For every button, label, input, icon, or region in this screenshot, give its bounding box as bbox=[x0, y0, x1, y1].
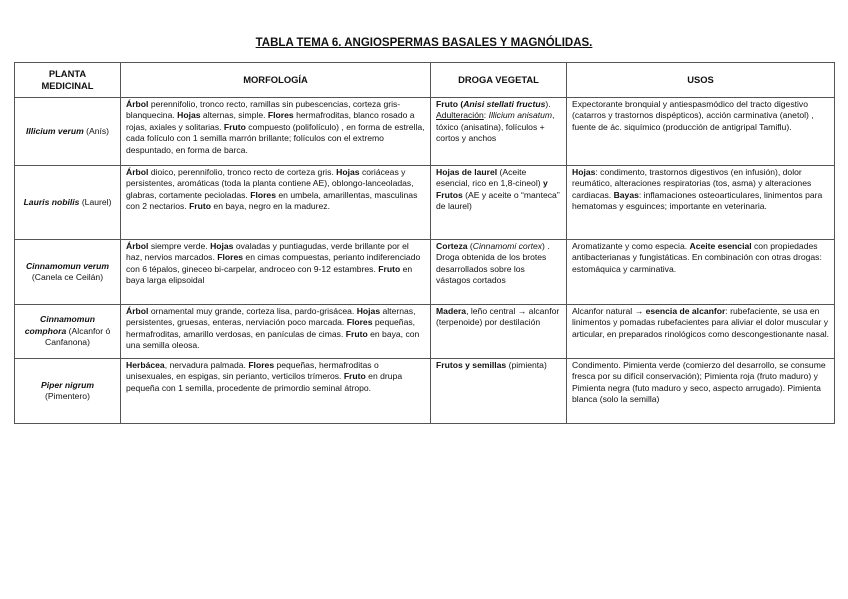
text-segment: ornamental muy grande, corteza lisa, pardo-grisácea. bbox=[148, 306, 357, 316]
text-segment: , nervadura palmada. bbox=[164, 360, 249, 370]
table-row bbox=[15, 305, 835, 359]
usos-cell bbox=[567, 305, 835, 359]
text-segment: en baya larga elipsoidal bbox=[126, 263, 413, 286]
angiosperm-table bbox=[14, 62, 835, 424]
text-segment: compuesto (polifolículo) , en forma de estrella, cada folículo con 1 semilla marrón brillante; folículos con el extremo despuntado, en forma de barca. bbox=[126, 121, 425, 155]
text-segment: Hojas de laurel bbox=[436, 167, 498, 177]
text-segment: hermafroditas, blanco rosado a rojas, axiales y solitarias. bbox=[126, 110, 415, 132]
plant-cell bbox=[15, 305, 121, 359]
header-usos: USOS bbox=[567, 63, 835, 98]
morfologia-cell bbox=[121, 359, 431, 424]
text-segment: Fruto bbox=[378, 263, 401, 274]
text-segment: (Anís) bbox=[83, 125, 110, 136]
text-segment: Flores bbox=[346, 317, 373, 328]
morfologia-cell bbox=[121, 166, 431, 240]
text-segment: Piper nigrum bbox=[40, 379, 94, 390]
text-segment: alternas, persistentes, gruesas, enteras, nerviación poco marcada. bbox=[126, 306, 416, 328]
text-segment: Fruto bbox=[189, 201, 212, 212]
droga-cell bbox=[431, 359, 567, 424]
text-segment: Flores bbox=[267, 110, 294, 121]
text-segment: perennifolio, tronco recto, ramillas sin pubescencias, corteza gris-blanquecina. bbox=[126, 99, 401, 121]
text-segment: (Laurel) bbox=[79, 196, 112, 207]
droga-cell bbox=[431, 305, 567, 359]
text-segment: en baya, con una semilla oleosa. bbox=[126, 328, 420, 351]
text-segment: : inflamaciones osteoarticulares, linimentos para hematomas y esguinces; importante en veterinaria. bbox=[572, 189, 823, 212]
text-segment: pequeñas, hermafroditas o unisexuales, en espigas, sin perianto, verticilos trímeros. bbox=[126, 360, 379, 382]
text-segment: Illicium anisatum bbox=[488, 110, 553, 121]
text-segment: Adulteración bbox=[436, 110, 484, 121]
plant-cell bbox=[15, 98, 121, 166]
page-title: TABLA TEMA 6. ANGIOSPERMAS BASALES Y MAGNÓLIDAS. bbox=[255, 37, 593, 49]
plant-cell bbox=[15, 240, 121, 305]
text-segment: Cinnamomun comphora bbox=[24, 314, 95, 336]
table-header-row bbox=[15, 63, 835, 98]
text-segment: Illicium verum bbox=[25, 125, 84, 136]
text-segment: en cimas compuestas, perianto indiferenciado con 6 tépalos, gineceo bi-carpelar, androceo con 9-12 estambres. bbox=[126, 252, 421, 274]
text-segment: (Canela ce Ceilán) bbox=[31, 272, 104, 282]
text-segment: Frutos y semillas bbox=[436, 360, 507, 370]
text-segment: Anisi stellati fructus bbox=[463, 99, 546, 109]
text-segment: Hojas bbox=[356, 306, 381, 316]
text-segment: Fruto bbox=[223, 121, 246, 132]
usos-cell bbox=[567, 359, 835, 424]
text-segment: Fruto bbox=[345, 328, 368, 339]
text-segment: Bayas bbox=[613, 189, 639, 200]
text-segment: Flores bbox=[250, 189, 276, 200]
text-segment: Aceite esencial bbox=[689, 241, 752, 251]
text-segment: en drupa pequeña con 1 semilla, procedente de primordio seminal átropo. bbox=[126, 371, 403, 393]
text-segment: Fruto bbox=[436, 99, 458, 109]
text-segment: Flores bbox=[248, 360, 275, 370]
text-segment: : rubefaciente, se usa en linimentos y pomadas rubefacientes para aliviar el dolor muscular y articular, en preparados rinológicos como descongestionante nasal. bbox=[572, 306, 830, 339]
text-segment: (pimienta) bbox=[506, 360, 547, 370]
text-segment: dioico, perennifolio, tronco recto de corteza gris. bbox=[148, 167, 337, 177]
text-segment: esencia de alcanfor bbox=[645, 306, 726, 316]
text-segment: Árbol bbox=[126, 241, 149, 251]
text-segment: (Alcanfor ó Canfanona) bbox=[45, 325, 111, 348]
text-segment: alternas, simple. bbox=[200, 110, 268, 121]
text-segment: (Aceite esencial, rico en 1,8-cineol) bbox=[436, 167, 543, 189]
usos-cell bbox=[567, 240, 835, 305]
text-segment: Aromatizante y como especia. bbox=[572, 241, 690, 251]
table-row bbox=[15, 166, 835, 240]
droga-cell bbox=[431, 240, 567, 305]
text-segment: Árbol bbox=[126, 167, 149, 177]
text-segment: Hojas bbox=[177, 110, 201, 121]
text-segment: coriáceas y persistentes, aromáticas (toda la planta contiene AE), oblongo-lanceoladas, glabras, cortamente pecioladas. bbox=[126, 167, 414, 200]
text-segment: (Pimentero) bbox=[45, 391, 90, 401]
text-segment: Cinnamomi cortex bbox=[472, 241, 543, 251]
text-segment: , leño central → alcanfor (terpenoide) por destilación bbox=[436, 306, 560, 328]
text-segment: Cinnamomun verum bbox=[25, 260, 110, 271]
text-segment: Fruto bbox=[343, 371, 366, 382]
table-row bbox=[15, 98, 835, 166]
text-segment: y Frutos bbox=[436, 178, 548, 200]
text-segment: Hojas bbox=[210, 241, 234, 251]
usos-cell bbox=[567, 166, 835, 240]
header-planta: PLANTA MEDICINAL bbox=[15, 63, 121, 98]
text-segment: Herbácea bbox=[126, 360, 165, 370]
morfologia-cell bbox=[121, 98, 431, 166]
text-segment: con propiedades antibacterianas y fungistáticas. En combinación con otras drogas: estomáquica y carminativa. bbox=[572, 241, 822, 274]
text-segment: Alcanfor natural → bbox=[572, 306, 646, 316]
morfologia-cell bbox=[121, 305, 431, 359]
text-segment: ovaladas y puntiagudas, verde brillante por el haz, nervios marcados. bbox=[126, 241, 409, 263]
text-segment: Expectorante bronquial y antiespasmódico del tracto digestivo (catarros y trastornos dispépticos), acción carminativa (anetol) , fuente de ác. siquímico (producción de antigripal Tamiflu). bbox=[572, 99, 814, 132]
text-segment: siempre verde. bbox=[148, 241, 211, 251]
text-segment: ). bbox=[545, 99, 551, 109]
text-segment: Madera bbox=[436, 306, 467, 316]
droga-cell bbox=[431, 98, 567, 166]
text-segment: Corteza bbox=[436, 241, 468, 251]
text-segment: , tóxico (anisatina), folículos + cortos y anchos bbox=[436, 110, 555, 144]
morfologia-cell bbox=[121, 240, 431, 305]
text-segment: (AE y aceite o “manteca” de laurel) bbox=[436, 189, 560, 212]
text-segment: : condimento, trastornos digestivos (en infusión), dolor reumático, alteraciones respiratorias (tos, asma) y alteraciones cardiacas. bbox=[572, 167, 812, 200]
header-droga: DROGA VEGETAL bbox=[431, 63, 567, 98]
text-segment: ( bbox=[457, 99, 464, 109]
usos-cell bbox=[567, 98, 835, 166]
text-segment: Árbol bbox=[126, 99, 149, 109]
table-row bbox=[15, 359, 835, 424]
plant-cell bbox=[15, 359, 121, 424]
text-segment: ( bbox=[467, 241, 473, 251]
text-segment: ) . Droga obtenida de los brotes desarrollados sobre los vástagos cortados bbox=[436, 241, 550, 286]
text-segment: en baya, negro en la madurez. bbox=[211, 201, 330, 212]
header-morfologia: MORFOLOGÍA bbox=[121, 63, 431, 98]
text-segment: Árbol bbox=[126, 306, 149, 316]
table-row bbox=[15, 240, 835, 305]
plant-cell bbox=[15, 166, 121, 240]
text-segment: : bbox=[483, 110, 489, 121]
text-segment: en umbela, amarillentas, masculinas con 2 nectarios. bbox=[126, 189, 418, 212]
droga-cell bbox=[431, 166, 567, 240]
text-segment: Hojas bbox=[572, 167, 596, 177]
text-segment: Flores bbox=[217, 252, 244, 263]
text-segment: pequeñas, hermafroditas, amarillo verdosas, en panículas de cimas. bbox=[126, 317, 416, 339]
text-segment: Lauris nobilis bbox=[23, 196, 80, 207]
text-segment: Condimento. Pimienta verde (comierzo del desarrollo, se consume fresca por su difícil conservación); Pimienta roja (fruto maduro) y Pimienta negra (futo maduro y seco, aspecto arrugado). Pimienta blanca (solo la semilla) bbox=[572, 360, 826, 405]
text-segment: Hojas bbox=[336, 167, 360, 177]
